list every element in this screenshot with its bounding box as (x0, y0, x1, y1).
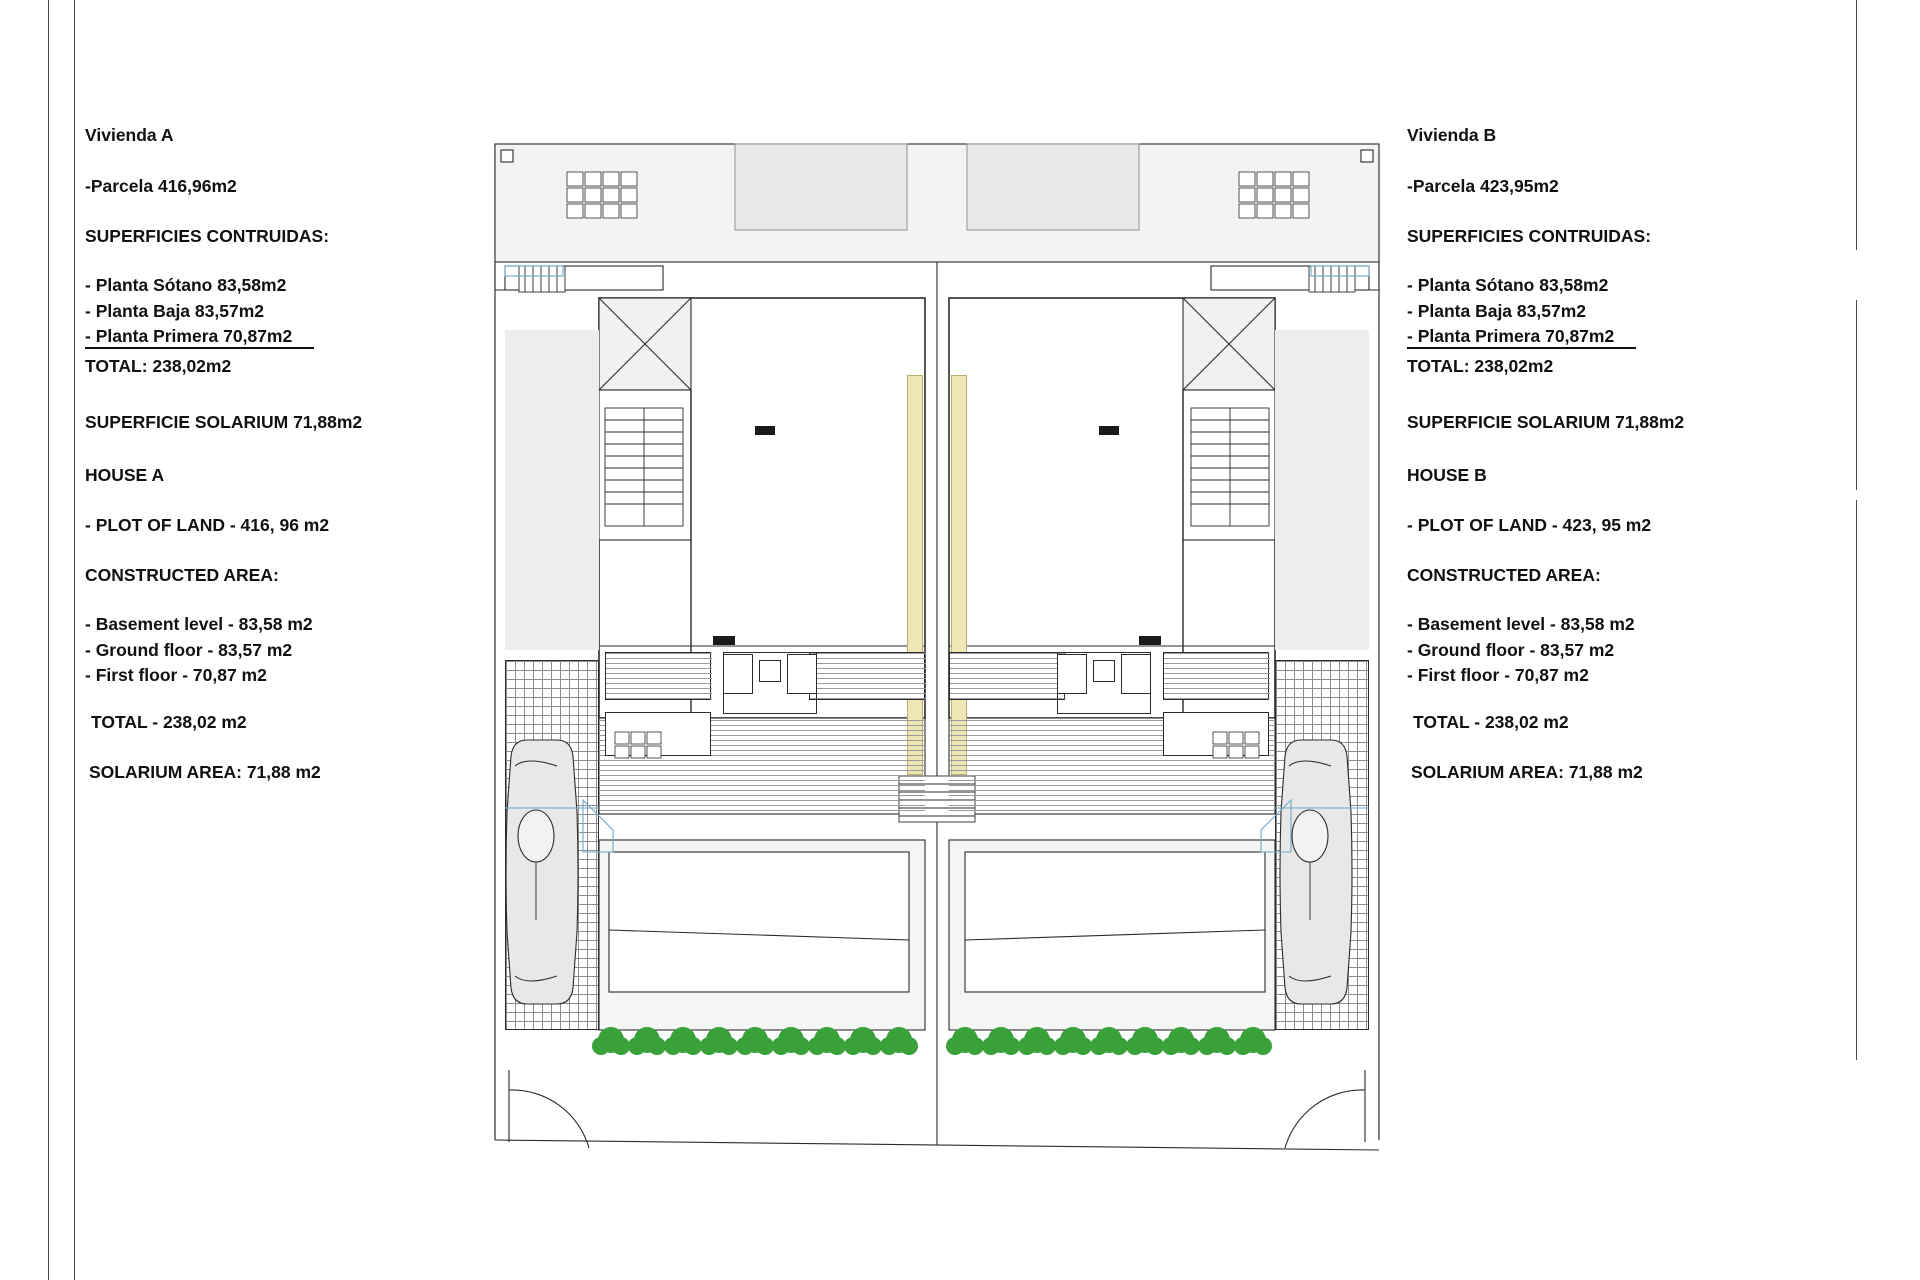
house-a-area-first-text: - Planta Primera 70,87m2 (85, 326, 314, 349)
house-b-legend (1407, 125, 1837, 812)
house-a-legend (85, 125, 515, 812)
house-b-en-area-ground: - Ground floor - 83,57 m2 (1407, 639, 1615, 660)
page-margin-mark-left-inner (74, 0, 75, 1280)
house-a-area-ground: - Planta Baja 83,57m2 (85, 300, 264, 321)
page-margin-mark-right-bottom (1856, 500, 1857, 1060)
house-a-en-areas-heading: CONSTRUCTED AREA: (85, 565, 279, 586)
house-b-areas-heading: SUPERFICIES CONTRUIDAS: (1407, 226, 1652, 247)
house-a-en-area-basement: - Basement level - 83,58 m2 (85, 614, 313, 635)
entrance-canopies (487, 140, 1387, 1160)
house-b-en-area-first: - First floor - 70,87 m2 (1407, 664, 1589, 685)
house-a-en-title: HOUSE A (85, 465, 165, 485)
house-a-en-plot: - PLOT OF LAND - 416, 96 m2 (85, 515, 330, 536)
house-b-en-area-basement: - Basement level - 83,58 m2 (1407, 614, 1635, 635)
house-b-en-solarium: SOLARIUM AREA: 71,88 m2 (1411, 761, 1643, 782)
house-a-plot: -Parcela 416,96m2 (85, 176, 237, 197)
page-margin-mark-right-top (1856, 0, 1857, 250)
house-a-title: Vivienda A (85, 125, 174, 145)
house-a-total: TOTAL: 238,02m2 (85, 355, 232, 376)
house-b-solarium: SUPERFICIE SOLARIUM 71,88m2 (1407, 411, 1685, 432)
house-b-en-title: HOUSE B (1407, 465, 1487, 485)
house-b-title: Vivienda B (1407, 125, 1497, 145)
house-a-en-area-ground: - Ground floor - 83,57 m2 (85, 639, 293, 660)
house-b-en-areas-heading: CONSTRUCTED AREA: (1407, 565, 1601, 586)
house-b-area-first (1407, 326, 1837, 349)
page-margin-mark-right-middle (1856, 300, 1857, 490)
house-a-area-first (85, 326, 515, 349)
house-a-solarium: SUPERFICIE SOLARIUM 71,88m2 (85, 411, 363, 432)
house-b-plot: -Parcela 423,95m2 (1407, 176, 1559, 197)
house-a-area-basement: - Planta Sótano 83,58m2 (85, 275, 287, 296)
house-a-en-total: TOTAL - 238,02 m2 (91, 711, 247, 732)
house-b-area-basement: - Planta Sótano 83,58m2 (1407, 275, 1609, 296)
house-b-en-total: TOTAL - 238,02 m2 (1413, 711, 1569, 732)
house-b-area-first-text: - Planta Primera 70,87m2 (1407, 326, 1636, 349)
house-a-areas-heading: SUPERFICIES CONTRUIDAS: (85, 226, 330, 247)
page-margin-mark-left-outer (48, 0, 49, 1280)
house-b-total: TOTAL: 238,02m2 (1407, 355, 1554, 376)
house-b-area-ground: - Planta Baja 83,57m2 (1407, 300, 1586, 321)
house-a-en-solarium: SOLARIUM AREA: 71,88 m2 (89, 761, 321, 782)
house-b-en-plot: - PLOT OF LAND - 423, 95 m2 (1407, 515, 1652, 536)
house-a-en-area-first: - First floor - 70,87 m2 (85, 664, 267, 685)
site-plan-drawing (487, 140, 1387, 1160)
